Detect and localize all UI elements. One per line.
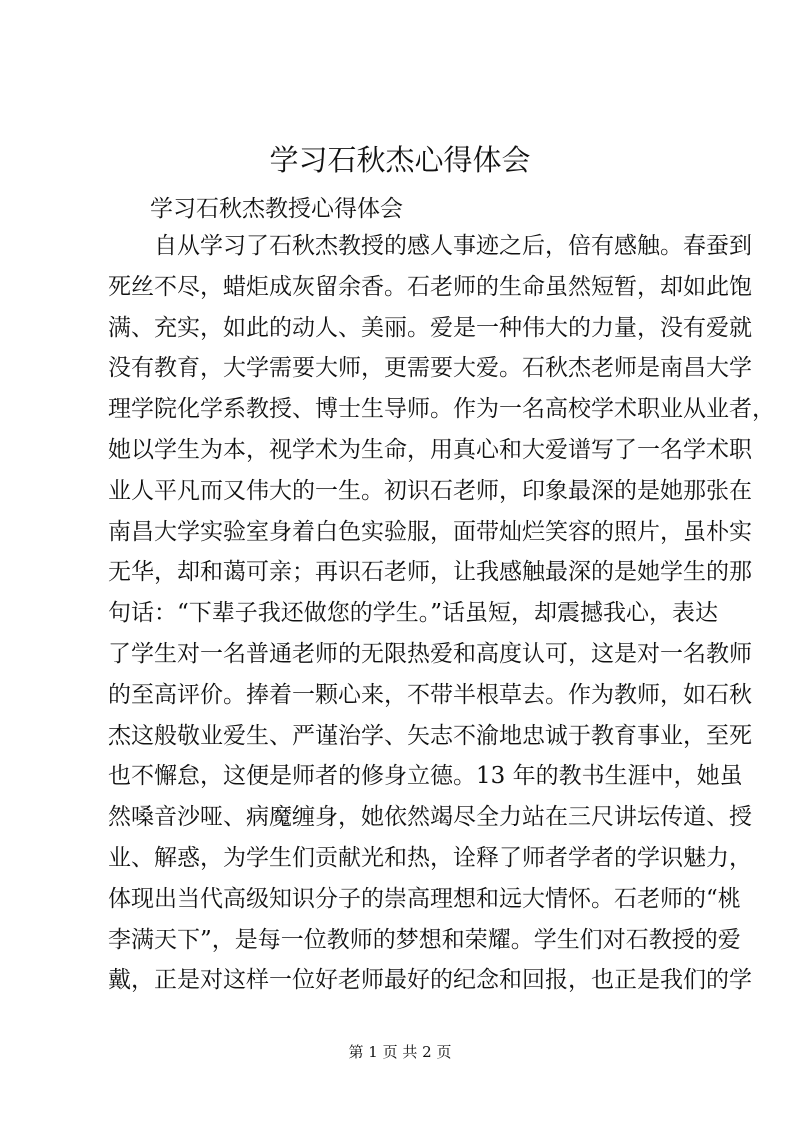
document-title: 学习石秋杰心得体会 [269,143,531,177]
body-line: 理学院化学系教授、博士生导师。作为一名高校学术职业从业者， [108,396,775,423]
body-line: 没有教育，大学需要大师，更需要大爱。石秋杰老师是南昌大学 [108,355,752,382]
body-line: 无华，却和蔼可亲；再识石老师，让我感触最深的是她学生的那 [108,559,752,586]
page-footer: 第 1 页 共 2 页 [348,1043,452,1061]
body-line: 死丝不尽，蜡炬成灰留余香。石老师的生命虽然短暂，却如此饱 [108,273,752,300]
body-line: 自从学习了石秋杰教授的感人事迹之后，倍有感触。春蚕到 [154,233,752,259]
body-line: 业、解惑，为学生们贡献光和热，诠释了师者学者的学识魅力， [108,844,752,871]
body-line: 戴，正是对这样一位好老师最好的纪念和回报，也正是我们的学 [108,967,752,994]
body-line: 然嗓音沙哑、病魔缠身，她依然竭尽全力站在三尺讲坛传道、授 [108,804,752,831]
body-line: 了学生对一名普通老师的无限热爱和高度认可，这是对一名教师 [108,640,752,667]
document-subtitle: 学习石秋杰教授心得体会 [150,196,403,222]
body-line: 杰这般敬业爱生、严谨治学、矢志不渝地忠诚于教育事业，至死 [108,722,752,749]
body-line: 满、充实，如此的动人、美丽。爱是一种伟大的力量，没有爱就 [108,314,752,341]
body-line: 她以学生为本，视学术为生命，用真心和大爱谱写了一名学术职 [108,436,752,463]
body-line: 体现出当代高级知识分子的崇高理想和远大情怀。石老师的“桃 [108,885,741,912]
body-text [108,226,775,1001]
body-line: 的至高评价。捧着一颗心来，不带半根草去。作为教师，如石秋 [108,681,752,708]
body-line: 李满天下”，是每一位教师的梦想和荣耀。学生们对石教授的爱 [108,926,741,953]
body-line: 句话：“下辈子我还做您的学生。”话虽短，却震撼我心，表达 [108,600,719,627]
body-line: 业人平凡而又伟大的一生。初识石老师，印象最深的是她那张在 [108,477,752,504]
body-line: 南昌大学实验室身着白色实验服，面带灿烂笑容的照片，虽朴实 [108,518,752,545]
body-line: 也不懈怠，这便是师者的修身立德。13 年的教书生涯中，她虽 [108,763,743,790]
